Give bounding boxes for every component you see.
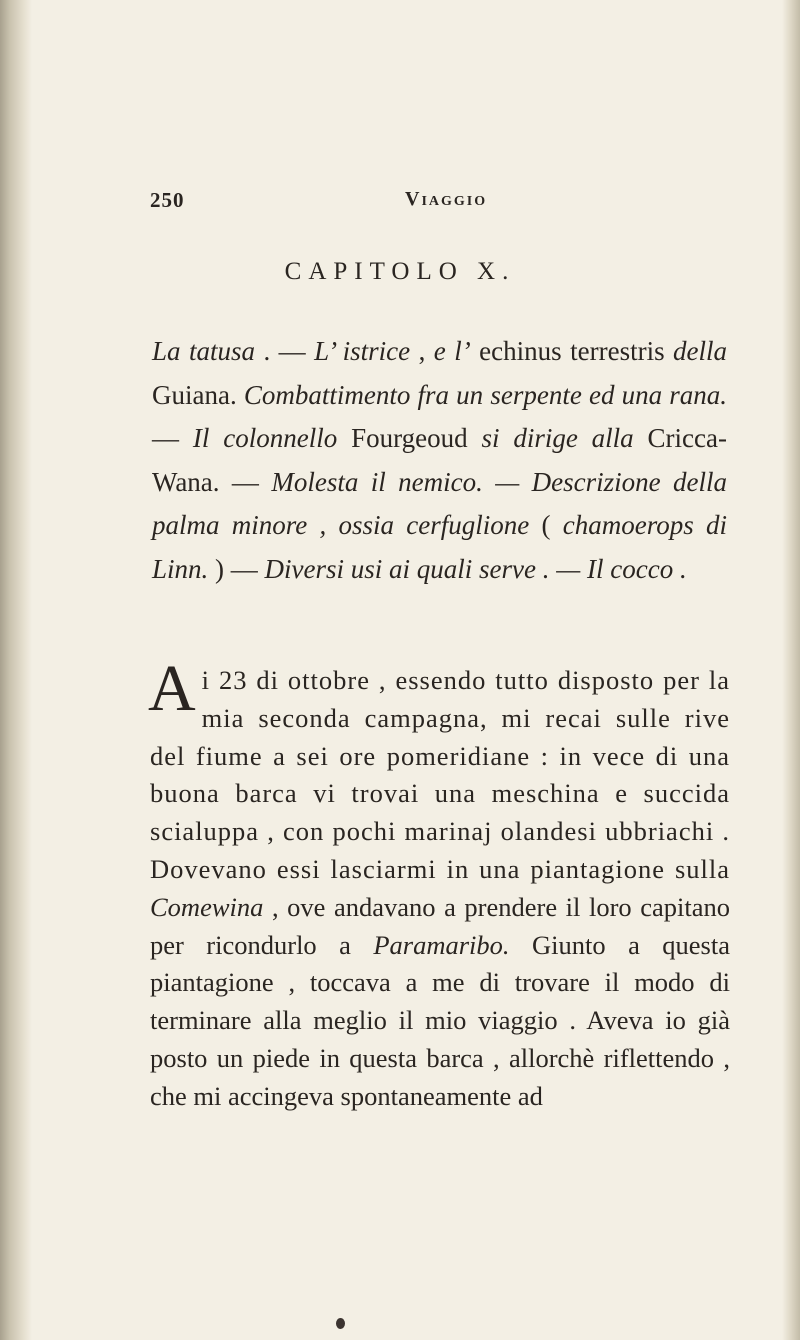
summary-text: chamoerops di Linn. [152,510,728,584]
place-name-italic: Paramaribo. [373,929,510,960]
page-number: 250 [150,188,185,212]
summary-text: della [673,336,728,366]
summary-text: — [152,423,193,453]
summary-text: . — [255,336,315,366]
place-name-italic: Comewina [150,891,264,922]
body-paragraph [148,652,730,1116]
summary-text: e l’ [433,336,471,366]
summary-text: si dirige alla [481,423,634,453]
running-title: Viaggio [405,188,488,210]
summary-text: Il colonnello [192,423,338,453]
summary-text: Molesta il nemico. — Descrizione della palma minore , ossia cerfuglione [152,466,727,540]
paragraph-text: Giunto a questa piantagione , toccava a me di trovare il modo di terminare alla meglio il mio viaggio . Aveva io già posto un piede in questa barca , allorchè riflettendo , che mi accingeva spontaneamente ad [150,929,730,1111]
summary-text: ( [529,510,563,540]
drop-cap: A [148,652,196,725]
summary-text: Combattimento fra un serpente ed una rana. [243,379,727,410]
summary-text: , [410,336,434,366]
summary-text: Fourgeoud [337,423,482,453]
summary-text: La tatusa [152,336,255,366]
summary-text: Diversi usi ai quali serve . — Il cocco . [264,553,687,584]
running-head [150,188,710,218]
chapter-title: CAPITOLO X. [284,258,516,285]
paragraph-text: , ove andavano a prendere il loro capitano per ricondurlo a [150,891,730,960]
summary-text: echinus terrestris [470,336,674,366]
summary-text: Cricca-Wana. — [152,423,727,497]
chapter-summary [152,330,727,591]
page-binding-shadow-left [0,0,32,1340]
summary-text: L’ istrice [314,336,411,366]
ink-stain [336,1318,345,1329]
summary-text: Guiana. [152,379,244,410]
summary-text: ) — [208,553,265,584]
page-edge-shadow-right [782,0,800,1340]
paragraph-text: i 23 di ottobre , essendo tutto disposto per la mia seconda campagna, mi recai sulle rive del fiume a sei ore pomeridiane : in vece di una buona barca vi trovai una meschina e succida scialuppa , con pochi marinaj olandesi ubbriachi . Dovevano essi lasciarmi in una piantagione sulla [150,665,730,884]
